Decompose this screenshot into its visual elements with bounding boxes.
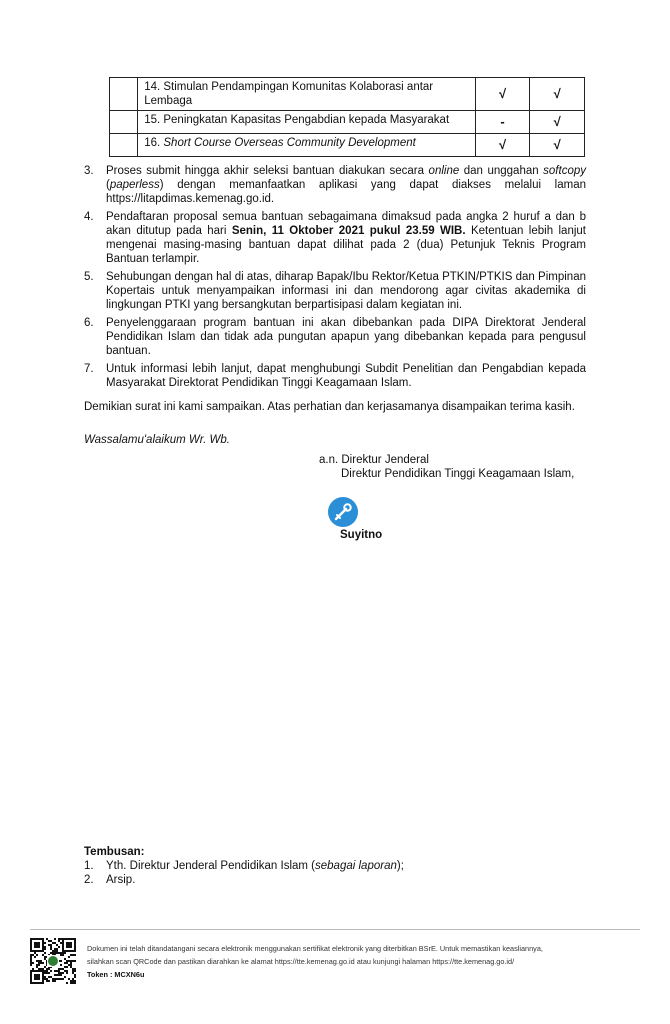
list-text-italic: paperless [109,179,160,191]
list-number: 2. [84,874,94,886]
program-name-cell: 14. Stimulan Pendampingan Komunitas Kolaborasi antar Lembaga [138,78,476,111]
list-number: 5. [84,271,94,283]
list-number: 1. [84,860,94,872]
tembusan-title: Tembusan: [84,846,145,858]
list-text: ) dengan memanfaatkan aplikasi yang dapat diakses melalui laman https://litapdimas.kemenag.go.id. [106,179,586,205]
list-number: 4. [84,211,94,223]
list-text-italic: online [428,165,460,177]
list-text: Proses submit hingga akhir seleksi bantuan diakukan secara [106,165,429,177]
qr-code-icon [30,938,76,984]
list-text: Arsip. [106,874,136,886]
footer-divider [30,929,640,930]
deadline-text: Senin, 11 Oktober 2021 pukul 23.59 WIB. [231,225,466,237]
footer-line-1: Dokumen ini telah ditandatangani secara elektronik menggunakan sertifikat elektronik yang diterbitkan BSrE. Untuk memastikan keasliannya, [87,944,543,953]
list-item [84,316,586,358]
list-number: 3. [84,165,94,177]
table-row [110,78,585,111]
check-cell: - [475,111,530,134]
numbered-list [84,164,586,394]
list-item [84,210,586,266]
list-item [84,859,404,873]
list-text: ); [396,860,404,872]
signature-block [319,453,574,481]
bsre-signature-icon [328,497,358,527]
closing-paragraph: Demikian surat ini kami sampaikan. Atas perhatian dan kerjasamanya disampaikan terima kasih. [84,401,575,413]
table-row [110,134,585,157]
check-cell: √ [475,134,530,157]
list-text: Untuk informasi lebih lanjut, dapat menghubungi Subdit Penelitian dan Pengabdian kepada Masyarakat Direktorat Pendidikan Tinggi Keagamaan Islam. [106,363,586,389]
footer-line-2: silahkan scan QRCode dan pastikan diarahkan ke alamat https://tte.kemenag.go.id atau kunjungi halaman https://tte.kemenag.go.id/ [87,957,515,966]
check-cell: √ [530,78,585,111]
list-item [84,362,586,390]
program-table [109,77,585,157]
program-number: 16. [144,137,164,149]
list-text: Ketentuan lebih lanjut mengenai masing-masing bantuan dapat dilihat pada 2 (dua) Petunjuk Teknis Program Bantuan terlampir. [106,225,586,265]
list-item [84,270,586,312]
list-text-italic: sebagai laporan [315,860,397,872]
table-row [110,111,585,134]
check-cell: √ [530,111,585,134]
table-gutter-cell [110,134,138,157]
list-text: Penyelenggaraan program bantuan ini akan dibebankan pada DIPA Direktorat Jenderal Pendidikan Islam dan tidak ada pungutan apapun yang dibebankan kepada para pengusul bantuan. [106,317,586,357]
table-gutter-cell [110,111,138,134]
list-text: Sehubungan dengan hal di atas, diharap Bapak/Ibu Rektor/Ketua PTKIN/PTKIS dan Pimpinan Kopertais untuk menyampaikan informasi ini dan mendorong agar civitas akademika di lingkungan PTKI yang bersangkutan berpartisipasi dalam kegiatan ini. [106,271,586,311]
check-cell: √ [530,134,585,157]
list-text: Pendaftaran proposal semua bantuan sebagaimana dimaksud pada angka 2 huruf a dan b akan ditutup pada hari [106,211,586,237]
list-item [84,164,586,206]
footer-note [87,942,627,981]
program-name-cell: 15. Peningkatan Kapasitas Pengabdian kepada Masyarakat [138,111,476,134]
check-cell: √ [475,78,530,111]
signature-line-1: a.n. Direktur Jenderal [319,454,429,466]
table-gutter-cell [110,78,138,111]
list-text: dan unggahan [459,165,544,177]
signature-line-2: Direktur Pendidikan Tinggi Keagamaan Islam, [341,468,575,480]
signer-name: Suyitno [340,529,383,541]
list-text: ( [106,179,110,191]
list-number: 6. [84,317,94,329]
program-name-cell [138,134,476,157]
list-text: Yth. Direktur Jenderal Pendidikan Islam ( [106,860,316,872]
list-item [84,873,404,887]
footer-token: Token : MCXN6u [87,970,145,979]
program-name-italic: Short Course Overseas Community Development [163,137,416,149]
closing-salutation: Wassalamu'alaikum Wr. Wb. [84,434,230,446]
list-text-italic: softcopy [543,165,586,177]
tembusan-list [84,859,404,887]
list-number: 7. [84,363,94,375]
